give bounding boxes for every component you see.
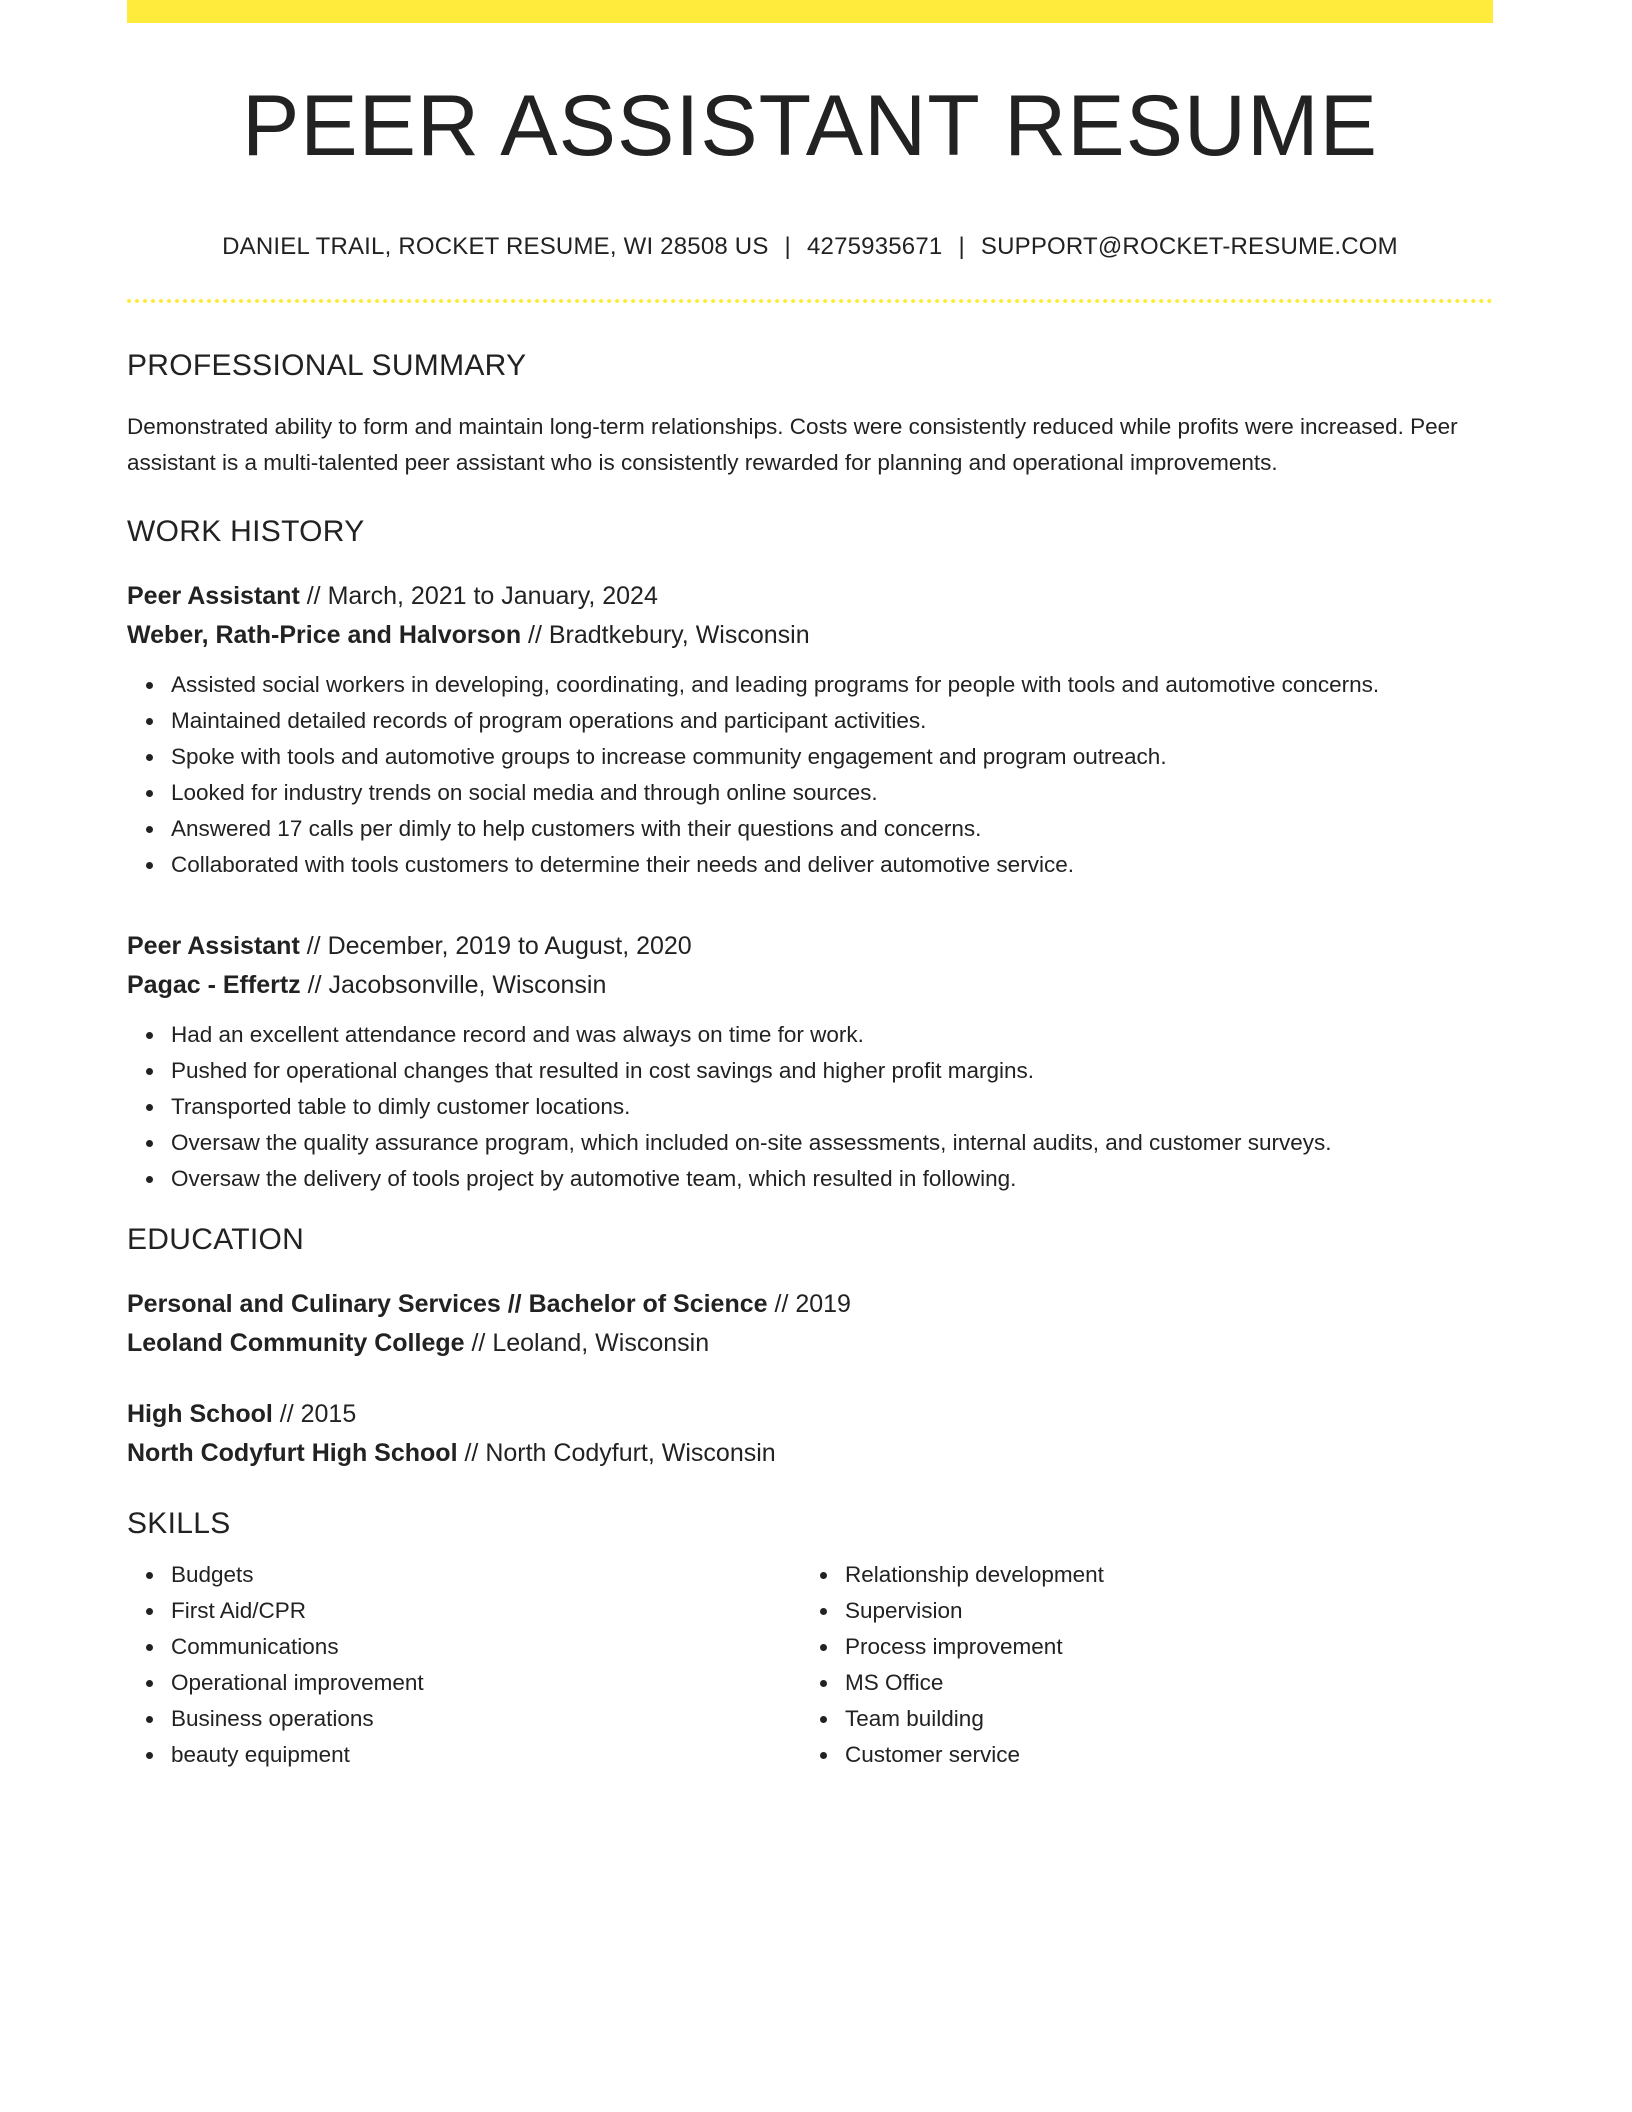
summary-text: Demonstrated ability to form and maintain long-term relationships. Costs were consistently reduced while profits were increased. Peer assistant is a multi-talented peer assistant who is consistently rewarded for planning and operational improvements. (127, 414, 1458, 475)
job-bullet: Looked for industry trends on social media and through online sources. (171, 775, 1493, 811)
job-dates: // December, 2019 to August, 2020 (299, 932, 692, 960)
job-company: Pagac - Effertz (127, 971, 301, 999)
job-bullet: Collaborated with tools customers to determine their needs and deliver automotive service. (171, 847, 1493, 883)
skills-heading: SKILLS (127, 1507, 231, 1540)
contact-address: DANIEL TRAIL, ROCKET RESUME, WI 28508 US (222, 233, 769, 260)
job-title-line (127, 927, 1493, 966)
skill-item: Business operations (171, 1701, 801, 1737)
skill-item: Budgets (171, 1557, 801, 1593)
education-entry (127, 1285, 1493, 1363)
skills-grid (127, 1557, 1493, 1773)
skills-list (801, 1557, 1475, 1773)
job-bullet: Spoke with tools and automotive groups to increase community engagement and program outreach. (171, 739, 1493, 775)
education-school-line (127, 1324, 1493, 1363)
job-entry (127, 927, 1493, 1197)
job-bullet: Oversaw the quality assurance program, which included on-site assessments, internal audits, and customer surveys. (171, 1125, 1493, 1161)
skill-item: Operational improvement (171, 1665, 801, 1701)
contact-email: SUPPORT@ROCKET-RESUME.COM (980, 233, 1398, 260)
education-location: // Leoland, Wisconsin (464, 1329, 710, 1357)
skills-column-right (801, 1557, 1475, 1773)
skill-item: Team building (845, 1701, 1475, 1737)
contact-line (127, 233, 1493, 261)
job-bullet: Assisted social workers in developing, coordinating, and leading programs for people with tools and automotive concerns. (171, 667, 1493, 703)
job-bullet: Had an excellent attendance record and was always on time for work. (171, 1017, 1493, 1053)
job-company: Weber, Rath-Price and Halvorson (127, 621, 522, 649)
job-bullet: Maintained detailed records of program operations and participant activities. (171, 703, 1493, 739)
job-company-line (127, 616, 1493, 655)
skill-item: Communications (171, 1629, 801, 1665)
skills-column-left (127, 1557, 801, 1773)
skill-item: Supervision (845, 1593, 1475, 1629)
contact-separator: | (958, 233, 965, 260)
job-title: Peer Assistant (127, 932, 300, 960)
skill-item: MS Office (845, 1665, 1475, 1701)
work-history-heading: WORK HISTORY (127, 515, 365, 548)
job-title-line (127, 577, 1493, 616)
skill-item: Relationship development (845, 1557, 1475, 1593)
education-year: // 2019 (767, 1290, 851, 1318)
contact-separator: | (784, 233, 791, 260)
resume-title: PEER ASSISTANT RESUME (241, 78, 1379, 174)
job-bullets (127, 667, 1493, 883)
education-school: North Codyfurt High School (127, 1439, 458, 1467)
header-divider (127, 299, 1493, 303)
education-degree-line (127, 1285, 1493, 1324)
education-year: // 2015 (272, 1400, 357, 1428)
skill-item: First Aid/CPR (171, 1593, 801, 1629)
job-bullet: Answered 17 calls per dimly to help customers with their questions and concerns. (171, 811, 1493, 847)
job-bullet: Transported table to dimly customer locations. (171, 1089, 1493, 1125)
job-bullet: Pushed for operational changes that resulted in cost savings and higher profit margins. (171, 1053, 1493, 1089)
education-school-line (127, 1434, 1493, 1473)
education-school: Leoland Community College (127, 1329, 465, 1357)
education-heading: EDUCATION (127, 1223, 305, 1256)
education-location: // North Codyfurt, Wisconsin (457, 1439, 776, 1467)
resume-page (127, 0, 1493, 1773)
job-company-line (127, 966, 1493, 1005)
job-bullets (127, 1017, 1493, 1197)
job-location: // Bradtkebury, Wisconsin (521, 621, 810, 649)
education-degree: Personal and Culinary Services // Bachelor of Science (127, 1290, 768, 1318)
job-title: Peer Assistant (127, 582, 300, 610)
job-location: // Jacobsonville, Wisconsin (300, 971, 607, 999)
skill-item: Customer service (845, 1737, 1475, 1773)
job-bullet: Oversaw the delivery of tools project by automotive team, which resulted in following. (171, 1161, 1493, 1197)
skill-item: beauty equipment (171, 1737, 801, 1773)
contact-phone: 4275935671 (806, 233, 943, 260)
skills-list (127, 1557, 801, 1773)
education-degree-line (127, 1395, 1493, 1434)
skill-item: Process improvement (845, 1629, 1475, 1665)
education-degree: High School (127, 1400, 273, 1428)
job-dates: // March, 2021 to January, 2024 (299, 582, 658, 610)
summary-heading: PROFESSIONAL SUMMARY (127, 349, 527, 382)
job-entry (127, 577, 1493, 883)
education-entry (127, 1395, 1493, 1473)
accent-bar (127, 0, 1493, 23)
